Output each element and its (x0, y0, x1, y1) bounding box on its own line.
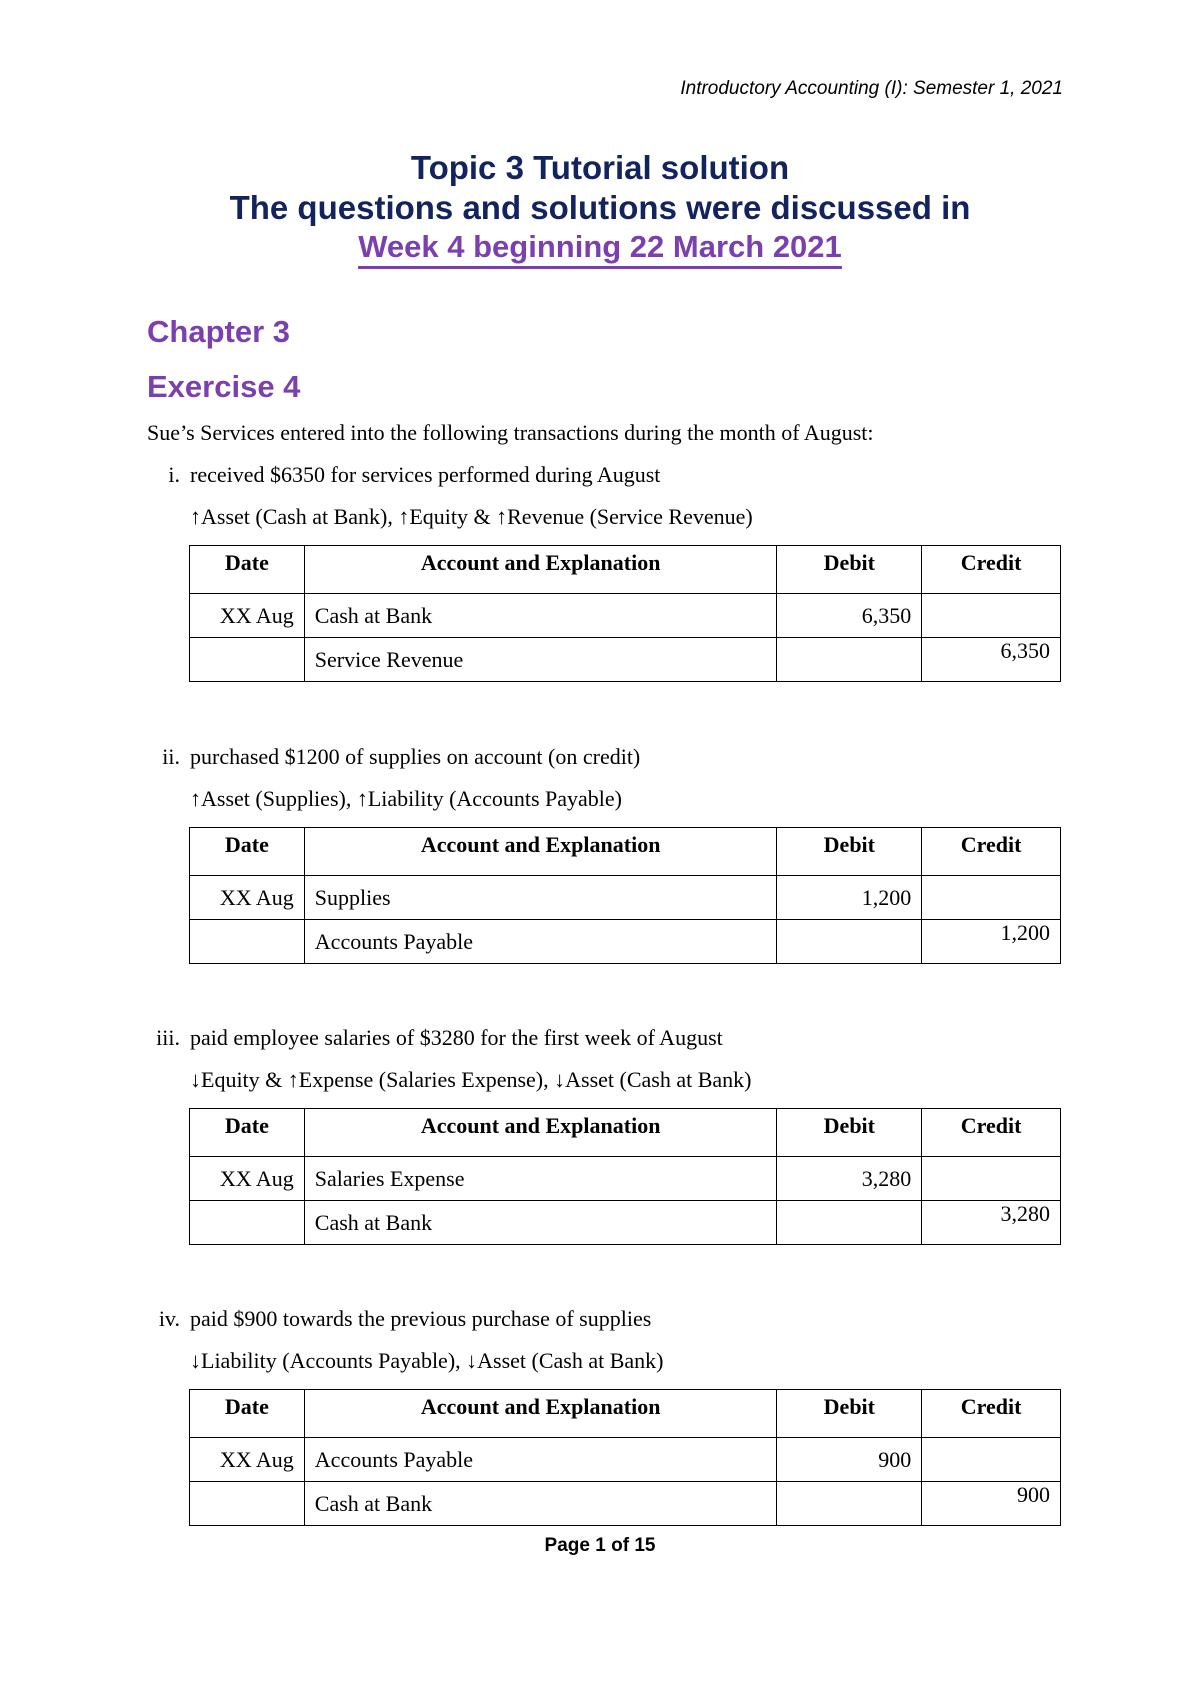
page-subtitle: The questions and solutions were discussed in (229, 189, 971, 226)
header-debit: Debit (777, 828, 922, 876)
journal-row (190, 876, 1061, 920)
journal-row (190, 638, 1061, 682)
credit-cell: 3,280 (922, 1201, 1061, 1245)
account-cell: Accounts Payable (304, 1438, 777, 1482)
credit-cell: 1,200 (922, 920, 1061, 964)
footer-of-label: of (611, 1535, 630, 1556)
footer-total-pages: 15 (634, 1535, 656, 1556)
credit-cell (922, 876, 1061, 920)
transaction-effect: ↑Asset (Supplies), ↑Liability (Accounts Payable) (190, 786, 622, 811)
account-cell: Supplies (304, 876, 777, 920)
transaction-numeral: ii. (162, 744, 180, 769)
date-cell: XX Aug (190, 1157, 305, 1201)
transaction-description: paid employee salaries of $3280 for the first week of August (190, 1025, 723, 1050)
journal-table (189, 1389, 1061, 1526)
header-date: Date (190, 828, 305, 876)
journal-row (190, 1438, 1061, 1482)
header-account: Account and Explanation (304, 546, 777, 594)
header-date: Date (190, 1109, 305, 1157)
account-cell: Salaries Expense (304, 1157, 777, 1201)
debit-cell (777, 1201, 922, 1245)
debit-cell: 900 (777, 1438, 922, 1482)
header-debit: Debit (777, 546, 922, 594)
account-cell: Cash at Bank (304, 594, 777, 638)
journal-header-row (190, 828, 1061, 876)
transaction-effect: ↑Asset (Cash at Bank), ↑Equity & ↑Revenue (Service Revenue) (190, 504, 753, 529)
header-account: Account and Explanation (304, 1109, 777, 1157)
transaction-description: purchased $1200 of supplies on account (on credit) (190, 744, 641, 769)
journal-row (190, 594, 1061, 638)
date-cell (190, 638, 305, 682)
credit-cell (922, 1438, 1061, 1482)
debit-cell (777, 920, 922, 964)
exercise-heading: Exercise 4 (147, 369, 301, 404)
date-cell: XX Aug (190, 1438, 305, 1482)
running-header: Introductory Accounting (I): Semester 1, 2021 (680, 78, 1063, 99)
date-cell (190, 1201, 305, 1245)
page-footer (0, 1535, 1200, 1557)
transaction-numeral: iii. (156, 1025, 180, 1050)
header-credit: Credit (922, 1390, 1061, 1438)
journal-row (190, 1157, 1061, 1201)
date-cell (190, 920, 305, 964)
transaction-numeral: i. (168, 462, 180, 487)
account-cell: Service Revenue (304, 638, 777, 682)
week-heading: Week 4 beginning 22 March 2021 (358, 228, 842, 269)
journal-table (189, 545, 1061, 682)
credit-cell (922, 594, 1061, 638)
header-debit: Debit (777, 1390, 922, 1438)
transaction-numeral: iv. (158, 1306, 180, 1331)
account-cell: Accounts Payable (304, 920, 777, 964)
header-account: Account and Explanation (304, 828, 777, 876)
header-date: Date (190, 546, 305, 594)
title-block (0, 148, 1200, 269)
header-account: Account and Explanation (304, 1390, 777, 1438)
header-credit: Credit (922, 1109, 1061, 1157)
date-cell: XX Aug (190, 594, 305, 638)
journal-row (190, 1201, 1061, 1245)
journal-table (189, 1108, 1061, 1245)
footer-current-page: 1 (595, 1535, 606, 1556)
account-cell: Cash at Bank (304, 1201, 777, 1245)
date-cell: XX Aug (190, 876, 305, 920)
account-cell: Cash at Bank (304, 1482, 777, 1526)
header-credit: Credit (922, 546, 1061, 594)
exercise-intro: Sue’s Services entered into the following transactions during the month of August: (147, 420, 874, 445)
debit-cell: 1,200 (777, 876, 922, 920)
chapter-heading: Chapter 3 (147, 314, 290, 349)
journal-row (190, 1482, 1061, 1526)
journal-header-row (190, 546, 1061, 594)
journal-header-row (190, 1390, 1061, 1438)
debit-cell (777, 1482, 922, 1526)
debit-cell (777, 638, 922, 682)
credit-cell (922, 1157, 1061, 1201)
date-cell (190, 1482, 305, 1526)
credit-cell: 6,350 (922, 638, 1061, 682)
debit-cell: 6,350 (777, 594, 922, 638)
page-title: Topic 3 Tutorial solution (410, 149, 790, 186)
header-credit: Credit (922, 828, 1061, 876)
debit-cell: 3,280 (777, 1157, 922, 1201)
transaction-description: received $6350 for services performed during August (190, 462, 661, 487)
transaction-description: paid $900 towards the previous purchase of supplies (190, 1306, 652, 1331)
journal-table (189, 827, 1061, 964)
transaction-effect: ↓Equity & ↑Expense (Salaries Expense), ↓Asset (Cash at Bank) (190, 1067, 752, 1092)
credit-cell: 900 (922, 1482, 1061, 1526)
header-date: Date (190, 1390, 305, 1438)
footer-page-label: Page (544, 1535, 590, 1556)
header-debit: Debit (777, 1109, 922, 1157)
transaction-effect: ↓Liability (Accounts Payable), ↓Asset (Cash at Bank) (190, 1348, 664, 1373)
journal-header-row (190, 1109, 1061, 1157)
journal-row (190, 920, 1061, 964)
